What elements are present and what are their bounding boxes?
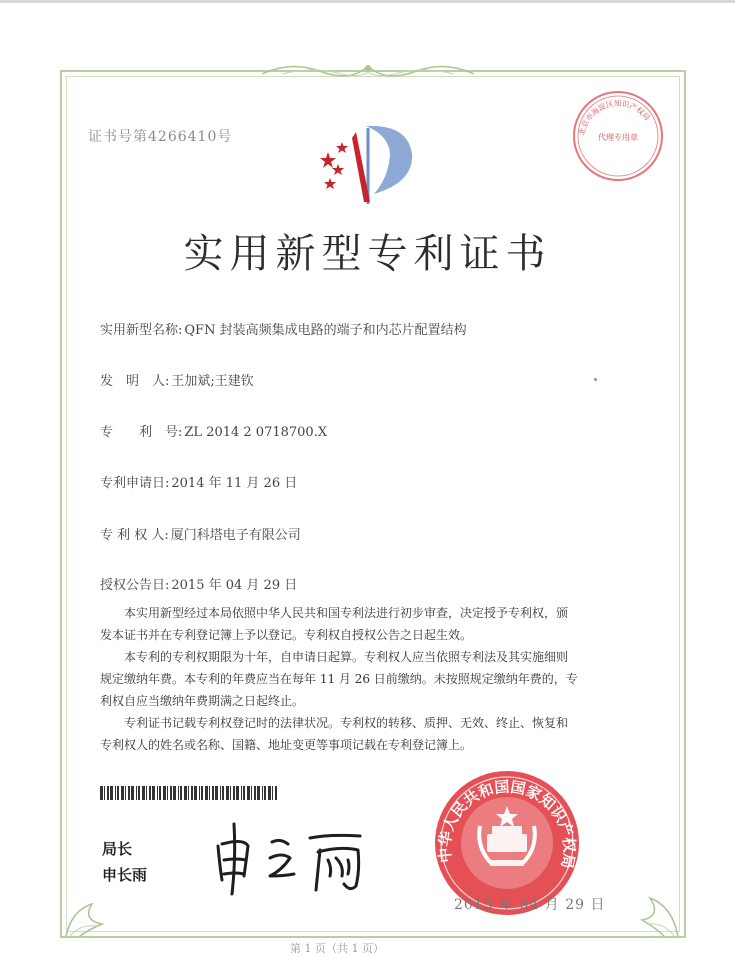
barcode-bar — [138, 786, 140, 800]
barcode-bar — [125, 786, 126, 800]
barcode-bar — [149, 786, 151, 800]
field-holder-label: 专 利 权 人: — [100, 528, 169, 543]
field-holder — [100, 524, 301, 543]
field-patent-no-value: ZL 2014 2 0718700.X — [184, 425, 328, 440]
body-line: 利权自应当缴纳年费期满之日起终止。 — [100, 694, 305, 708]
barcode-bar — [110, 786, 113, 800]
barcode-bar — [205, 786, 208, 800]
field-filing-date-value: 2014 年 11 月 26 日 — [171, 476, 298, 491]
field-inventor — [100, 370, 254, 389]
barcode-bar — [254, 786, 256, 800]
barcode-bar — [199, 786, 200, 800]
director-signature — [210, 818, 380, 898]
barcode-bar — [236, 786, 239, 800]
barcode-bar — [241, 786, 242, 800]
barcode-bar — [128, 786, 130, 800]
barcode-bar — [230, 786, 231, 800]
barcode-bar — [257, 786, 260, 800]
barcode-bar — [212, 786, 214, 800]
field-holder-value: 厦门科塔电子有限公司 — [170, 528, 301, 543]
barcode-bar — [180, 786, 182, 800]
barcode-bar — [222, 786, 224, 800]
body-line: 规定缴纳年费。本专利的年费应当在每年 11 月 26 日前缴纳。未按照规定缴纳年费的，专 — [100, 672, 578, 686]
field-patent-no — [100, 421, 327, 440]
barcode-bar — [275, 786, 277, 800]
field-filing-date — [100, 472, 297, 491]
barcode-bar — [209, 786, 210, 800]
speck — [594, 378, 597, 381]
barcode-bar — [142, 786, 145, 800]
field-patent-no-label: 专 利 号: — [100, 425, 183, 440]
body-line: 发本证书并在专利登记簿上予以登记。专利权自授权公告之日起生效。 — [100, 628, 473, 642]
certificate-body — [100, 602, 660, 756]
barcode-bar — [272, 786, 273, 800]
barcode-bar — [121, 786, 124, 800]
barcode-bar — [104, 786, 105, 800]
field-filing-date-label: 专利申请日: — [100, 476, 170, 491]
agency-seal — [570, 88, 666, 184]
barcode-bar — [194, 786, 197, 800]
body-line: 专利证书记载专利权登记时的法律状况。专利权的转移、质押、无效、终止、恢复和 — [124, 716, 569, 730]
body-line: 专利权人的姓名或名称、国籍、地址变更等事项记载在专利登记簿上。 — [100, 738, 473, 752]
barcode-bar — [173, 786, 176, 800]
barcode-bar — [251, 786, 252, 800]
barcode-bar — [247, 786, 250, 800]
barcode-bar — [264, 786, 266, 800]
certificate-number: 证书号第4266410号 — [88, 129, 233, 145]
field-inventor-label: 发 明 人: — [100, 374, 170, 389]
barcode-bar — [178, 786, 179, 800]
field-grant-date-label: 授权公告日: — [100, 578, 170, 593]
field-name — [100, 319, 467, 338]
field-inventor-value: 王加斌;王建钦 — [171, 374, 254, 389]
page-footer: 第 1 页（共 1 页） — [290, 942, 384, 955]
barcode-bar — [136, 786, 137, 800]
barcode-bar — [100, 786, 103, 800]
barcode — [100, 786, 280, 800]
barcode-bar — [268, 786, 271, 800]
barcode-bar — [201, 786, 203, 800]
barcode-bar — [170, 786, 172, 800]
body-line: 本实用新型经过本局依照中华人民共和国专利法进行初步审查，决定授予专利权，颁 — [124, 606, 569, 620]
barcode-bar — [117, 786, 119, 800]
barcode-bar — [262, 786, 263, 800]
bottom-right-ornament — [622, 872, 682, 940]
field-grant-date-value: 2015 年 04 月 29 日 — [171, 578, 298, 593]
barcode-bar — [159, 786, 161, 800]
field-grant-date — [100, 574, 297, 593]
barcode-bar — [226, 786, 229, 800]
barcode-bar — [107, 786, 109, 800]
barcode-bar — [191, 786, 193, 800]
patent-office-emblem — [308, 118, 428, 208]
barcode-bar — [131, 786, 134, 800]
barcode-bar — [163, 786, 166, 800]
barcode-bar — [152, 786, 155, 800]
barcode-bar — [167, 786, 168, 800]
director-title: 局长 — [102, 840, 133, 858]
barcode-bar — [184, 786, 187, 800]
seal-text: 中华人民共和国国家知识产权局 — [435, 777, 579, 871]
barcode-bar — [220, 786, 221, 800]
agency-seal-text: 北京市海淀区知识产权局 — [577, 98, 652, 137]
grant-date-stamp: 2015 年 04 月 29 日 — [454, 897, 606, 913]
field-name-value: QFN 封装高频集成电路的端子和内芯片配置结构 — [184, 323, 467, 338]
barcode-bar — [146, 786, 147, 800]
director-name: 申长雨 — [102, 866, 148, 884]
barcode-bar — [115, 786, 116, 800]
page-edge — [0, 0, 735, 3]
barcode-bar — [188, 786, 189, 800]
page-title: 实用新型专利证书 — [183, 231, 552, 277]
bottom-left-ornament — [62, 880, 122, 940]
agency-seal-inner-text: 代理专用章 — [598, 133, 638, 142]
barcode-bar — [215, 786, 218, 800]
top-ornament — [262, 58, 474, 82]
barcode-bar — [243, 786, 245, 800]
body-line: 本专利的专利权期限为十年，自申请日起算。专利权人应当依照专利法及其实施细则 — [124, 650, 569, 664]
barcode-bar — [233, 786, 235, 800]
barcode-bar — [157, 786, 158, 800]
field-name-label: 实用新型名称: — [100, 323, 183, 338]
